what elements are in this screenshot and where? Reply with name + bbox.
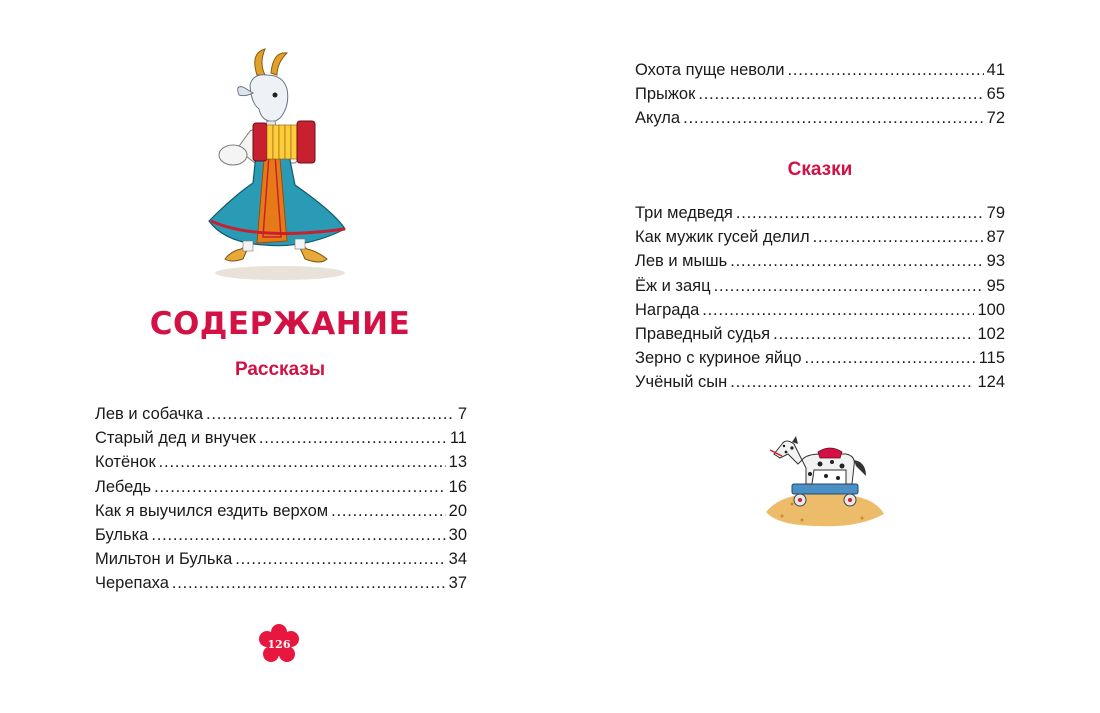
toc-entry	[95, 499, 467, 523]
toc-entry	[95, 426, 467, 450]
toc-entry-page: 124	[977, 373, 1005, 392]
toc-entry-title: Лев и собачка	[95, 405, 204, 423]
dot-leader	[698, 82, 983, 106]
toc-entry	[635, 82, 1005, 106]
toc-entry-page: 115	[978, 349, 1005, 368]
toc-entry-page: 95	[986, 276, 1005, 295]
tales-list	[635, 201, 1005, 395]
dot-leader	[788, 58, 984, 82]
toc-entry-title: Прыжок	[635, 85, 696, 104]
page-title: СОДЕРЖАНИЕ	[149, 306, 411, 342]
toc-entry	[635, 298, 1005, 322]
toc-entry	[95, 402, 467, 426]
toc-entry	[95, 523, 467, 547]
toc-entry-page: 93	[986, 252, 1005, 271]
toc-entry-page: 30	[448, 525, 467, 544]
toc-entry	[635, 201, 1005, 225]
dot-leader	[235, 547, 445, 571]
toc-entry-title: Булька	[95, 525, 149, 544]
toc-entry-page: 13	[448, 453, 467, 472]
dot-leader	[206, 402, 455, 426]
stories-heading: Рассказы	[234, 359, 326, 380]
dot-leader	[159, 450, 446, 474]
toc-entry-title: Награда	[635, 300, 700, 319]
dot-leader	[151, 523, 445, 547]
dot-leader	[259, 426, 447, 450]
toc-entry-title: Лев и мышь	[635, 252, 728, 271]
toy-horse-illustration	[762, 430, 887, 530]
toc-entry-title: Зерно с куриное яйцо	[635, 349, 802, 368]
dot-leader	[736, 201, 984, 225]
toc-entry-title: Котёнок	[95, 453, 156, 472]
dot-leader	[773, 322, 974, 346]
toc-entry-page: 65	[986, 85, 1005, 104]
goat-accordion-illustration	[195, 45, 365, 285]
toc-entry-page: 7	[457, 405, 467, 423]
toc-entry-page: 79	[986, 204, 1005, 222]
toc-entry	[635, 249, 1005, 273]
stories-list-continued	[635, 58, 1005, 131]
toc-entry-page: 37	[448, 574, 467, 593]
dot-leader	[154, 475, 446, 499]
toc-entry-title: Как я выучился ездить верхом	[95, 501, 329, 520]
toc-entry	[635, 346, 1005, 370]
toc-entry-page: 100	[977, 300, 1005, 319]
toc-entry-page: 87	[986, 228, 1005, 247]
toc-entry-title: Мильтон и Булька	[95, 550, 233, 569]
toc-entry-title: Черепаха	[95, 574, 169, 593]
page-number: 126	[267, 638, 291, 651]
dot-leader	[172, 571, 446, 595]
dot-leader	[702, 298, 974, 322]
toc-entry-title: Праведный судья	[635, 324, 771, 343]
toc-entry-title: Три медведя	[635, 204, 733, 222]
toc-entry	[635, 58, 1005, 82]
toc-entry	[95, 450, 467, 474]
toc-entry-title: Как мужик гусей делил	[635, 228, 810, 247]
toc-entry-title: Старый дед и внучек	[95, 429, 256, 448]
toc-entry-page: 11	[449, 429, 467, 448]
toc-entry	[635, 225, 1005, 249]
dot-leader	[730, 249, 983, 273]
toc-entry	[95, 475, 467, 499]
stories-list	[95, 402, 467, 596]
dot-leader	[813, 225, 984, 249]
toc-entry-page: 34	[448, 550, 467, 569]
toc-entry-title: Ёж и заяц	[635, 276, 711, 295]
toc-entry-page: 102	[977, 324, 1005, 343]
toc-entry-page: 20	[448, 501, 467, 520]
toc-entry-title: Охота пуще неволи	[635, 61, 785, 79]
toc-entry-title: Акула	[635, 109, 681, 128]
dot-leader	[683, 106, 984, 130]
toc-entry	[635, 370, 1005, 394]
toc-entry	[635, 322, 1005, 346]
toc-entry	[95, 571, 467, 595]
toc-entry	[635, 274, 1005, 298]
toc-entry-page: 16	[448, 477, 467, 496]
toc-entry-title: Лебедь	[95, 477, 152, 496]
toc-entry-page: 72	[986, 109, 1005, 128]
dot-leader	[714, 274, 984, 298]
dot-leader	[805, 346, 976, 370]
toc-entry	[95, 547, 467, 571]
toc-entry	[635, 106, 1005, 130]
tales-heading: Сказки	[787, 159, 853, 180]
toc-entry-title: Учёный сын	[635, 373, 728, 392]
dot-leader	[331, 499, 446, 523]
toc-entry-page: 41	[986, 61, 1005, 79]
dot-leader	[730, 370, 974, 394]
